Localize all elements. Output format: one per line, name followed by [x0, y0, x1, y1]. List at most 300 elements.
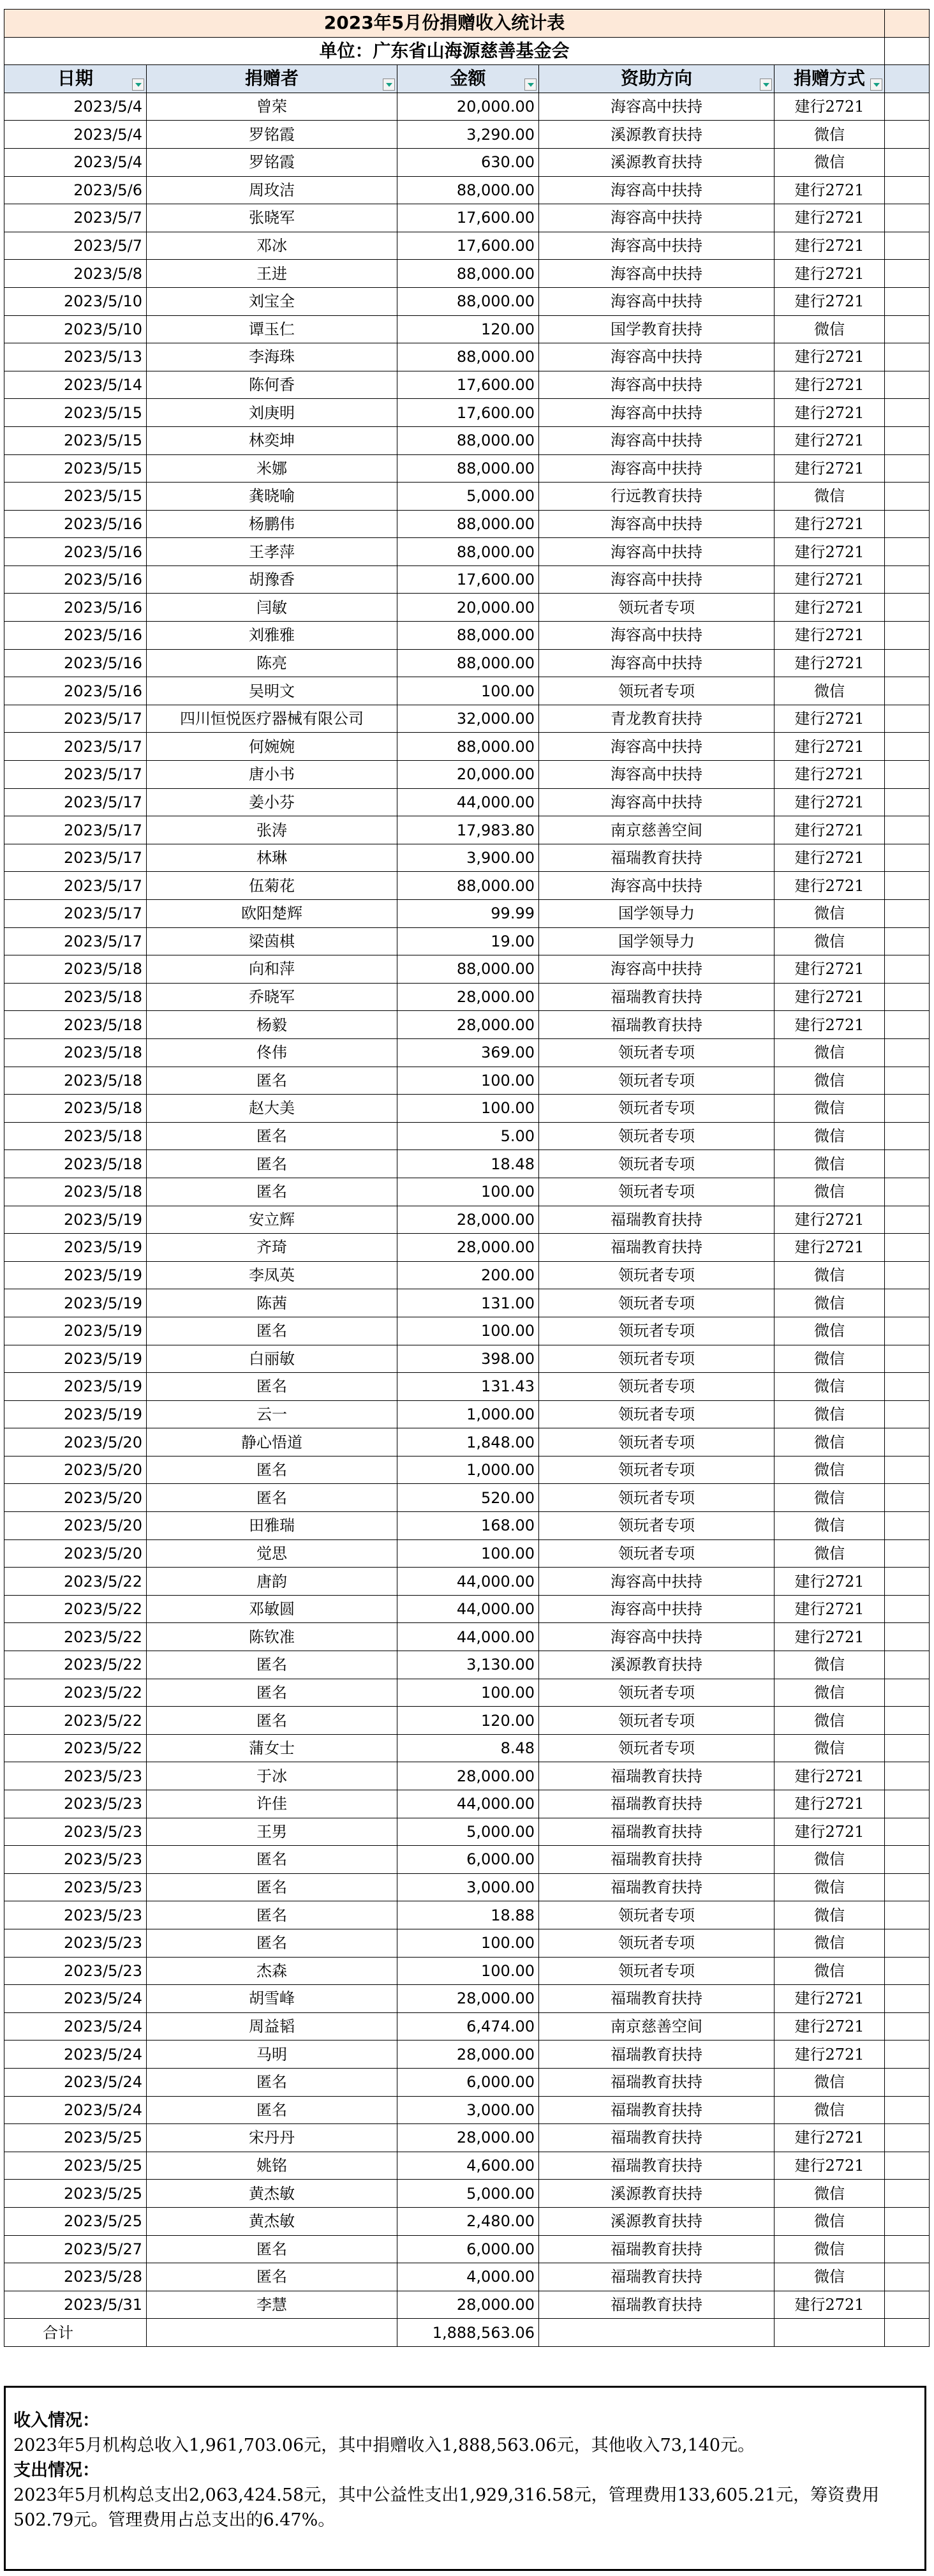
cell-amount[interactable]: 88,000.00 — [397, 872, 539, 900]
cell-direction[interactable]: 海容高中扶持 — [539, 287, 775, 315]
cell-date[interactable]: 2023/5/25 — [4, 2180, 147, 2208]
cell-date[interactable]: 2023/5/18 — [4, 1067, 147, 1095]
cell-method[interactable]: 微信 — [775, 1345, 885, 1373]
cell-method[interactable]: 建行2721 — [775, 816, 885, 844]
cell-method[interactable]: 建行2721 — [775, 622, 885, 650]
cell-donor[interactable]: 刘宝全 — [147, 287, 397, 315]
cell-method[interactable]: 微信 — [775, 677, 885, 705]
cell-direction[interactable]: 领玩者专项 — [539, 1289, 775, 1317]
cell-amount[interactable]: 6,000.00 — [397, 2068, 539, 2096]
cell-amount[interactable]: 100.00 — [397, 1178, 539, 1206]
cell-direction[interactable]: 领玩者专项 — [539, 1400, 775, 1428]
cell-donor[interactable]: 佟伟 — [147, 1038, 397, 1067]
cell-direction[interactable]: 福瑞教育扶持 — [539, 1234, 775, 1262]
cell-amount[interactable]: 398.00 — [397, 1345, 539, 1373]
cell-amount[interactable]: 120.00 — [397, 1707, 539, 1735]
cell-donor[interactable]: 罗铭霞 — [147, 148, 397, 176]
cell-amount[interactable]: 4,600.00 — [397, 2152, 539, 2180]
cell-amount[interactable]: 20,000.00 — [397, 761, 539, 789]
cell-donor[interactable]: 邓冰 — [147, 232, 397, 260]
cell-amount[interactable]: 20,000.00 — [397, 594, 539, 622]
cell-direction[interactable]: 溪源教育扶持 — [539, 2180, 775, 2208]
cell-amount[interactable]: 3,130.00 — [397, 1651, 539, 1679]
cell-date[interactable]: 2023/5/19 — [4, 1345, 147, 1373]
cell-donor[interactable]: 匿名 — [147, 1929, 397, 1957]
cell-direction[interactable]: 青龙教育扶持 — [539, 705, 775, 733]
cell-method[interactable]: 建行2721 — [775, 565, 885, 594]
cell-method[interactable]: 微信 — [775, 2096, 885, 2124]
cell-direction[interactable]: 领玩者专项 — [539, 1428, 775, 1456]
cell-amount[interactable]: 17,600.00 — [397, 232, 539, 260]
cell-method[interactable]: 微信 — [775, 315, 885, 343]
cell-method[interactable]: 建行2721 — [775, 343, 885, 371]
cell-donor[interactable]: 赵大美 — [147, 1095, 397, 1123]
cell-date[interactable]: 2023/5/23 — [4, 1873, 147, 1901]
cell-amount[interactable]: 28,000.00 — [397, 983, 539, 1011]
cell-direction[interactable]: 海容高中扶持 — [539, 176, 775, 204]
cell-donor[interactable]: 匿名 — [147, 2068, 397, 2096]
cell-date[interactable]: 2023/5/16 — [4, 510, 147, 538]
cell-method[interactable]: 微信 — [775, 1957, 885, 1985]
cell-amount[interactable]: 88,000.00 — [397, 260, 539, 288]
cell-date[interactable]: 2023/5/16 — [4, 622, 147, 650]
cell-donor[interactable]: 安立辉 — [147, 1206, 397, 1234]
cell-amount[interactable]: 28,000.00 — [397, 2124, 539, 2152]
cell-donor[interactable]: 龚晓喻 — [147, 483, 397, 511]
cell-method[interactable]: 建行2721 — [775, 538, 885, 566]
cell-direction[interactable]: 海容高中扶持 — [539, 454, 775, 483]
cell-donor[interactable]: 匿名 — [147, 1067, 397, 1095]
cell-date[interactable]: 2023/5/13 — [4, 343, 147, 371]
cell-donor[interactable]: 于冰 — [147, 1762, 397, 1790]
cell-method[interactable]: 建行2721 — [775, 1234, 885, 1262]
cell-date[interactable]: 2023/5/17 — [4, 761, 147, 789]
cell-method[interactable]: 微信 — [775, 1901, 885, 1929]
cell-donor[interactable]: 宋丹丹 — [147, 2124, 397, 2152]
cell-amount[interactable]: 520.00 — [397, 1484, 539, 1512]
cell-direction[interactable]: 领玩者专项 — [539, 1456, 775, 1484]
cell-method[interactable]: 建行2721 — [775, 371, 885, 399]
cell-direction[interactable]: 海容高中扶持 — [539, 649, 775, 677]
cell-amount[interactable]: 100.00 — [397, 1067, 539, 1095]
cell-direction[interactable]: 领玩者专项 — [539, 1150, 775, 1178]
cell-amount[interactable]: 8.48 — [397, 1734, 539, 1762]
cell-donor[interactable]: 白丽敏 — [147, 1345, 397, 1373]
cell-donor[interactable]: 陈钦准 — [147, 1623, 397, 1651]
cell-donor[interactable]: 匿名 — [147, 1846, 397, 1874]
cell-date[interactable]: 2023/5/23 — [4, 1901, 147, 1929]
cell-amount[interactable]: 369.00 — [397, 1038, 539, 1067]
cell-method[interactable]: 微信 — [775, 1289, 885, 1317]
cell-amount[interactable]: 1,000.00 — [397, 1456, 539, 1484]
cell-direction[interactable]: 福瑞教育扶持 — [539, 1790, 775, 1818]
cell-date[interactable]: 2023/5/17 — [4, 900, 147, 928]
cell-donor[interactable]: 唐小书 — [147, 761, 397, 789]
cell-date[interactable]: 2023/5/22 — [4, 1595, 147, 1623]
cell-amount[interactable]: 131.43 — [397, 1373, 539, 1401]
cell-direction[interactable]: 海容高中扶持 — [539, 955, 775, 984]
cell-method[interactable]: 微信 — [775, 1317, 885, 1345]
cell-method[interactable]: 微信 — [775, 1373, 885, 1401]
filter-dropdown-icon[interactable] — [132, 79, 144, 91]
cell-date[interactable]: 2023/5/23 — [4, 1929, 147, 1957]
cell-method[interactable]: 建行2721 — [775, 788, 885, 816]
cell-direction[interactable]: 领玩者专项 — [539, 677, 775, 705]
cell-direction[interactable]: 海容高中扶持 — [539, 1623, 775, 1651]
cell-donor[interactable]: 田雅瑞 — [147, 1512, 397, 1540]
cell-direction[interactable]: 海容高中扶持 — [539, 872, 775, 900]
cell-direction[interactable]: 海容高中扶持 — [539, 93, 775, 121]
cell-method[interactable]: 建行2721 — [775, 1818, 885, 1846]
cell-direction[interactable]: 海容高中扶持 — [539, 1595, 775, 1623]
cell-date[interactable]: 2023/5/22 — [4, 1623, 147, 1651]
cell-direction[interactable]: 南京慈善空间 — [539, 816, 775, 844]
cell-method[interactable]: 建行2721 — [775, 426, 885, 454]
cell-date[interactable]: 2023/5/25 — [4, 2207, 147, 2235]
cell-direction[interactable]: 福瑞教育扶持 — [539, 1985, 775, 2013]
cell-method[interactable]: 微信 — [775, 1067, 885, 1095]
cell-donor[interactable]: 匿名 — [147, 1456, 397, 1484]
cell-direction[interactable]: 领玩者专项 — [539, 1539, 775, 1568]
cell-direction[interactable]: 海容高中扶持 — [539, 538, 775, 566]
cell-amount[interactable]: 100.00 — [397, 1957, 539, 1985]
cell-amount[interactable]: 88,000.00 — [397, 287, 539, 315]
cell-direction[interactable]: 福瑞教育扶持 — [539, 1846, 775, 1874]
cell-amount[interactable]: 6,000.00 — [397, 1846, 539, 1874]
cell-direction[interactable]: 福瑞教育扶持 — [539, 1011, 775, 1039]
cell-donor[interactable]: 匿名 — [147, 1873, 397, 1901]
cell-amount[interactable]: 5,000.00 — [397, 1818, 539, 1846]
cell-direction[interactable]: 领玩者专项 — [539, 1957, 775, 1985]
cell-donor[interactable]: 匿名 — [147, 1679, 397, 1707]
cell-amount[interactable]: 88,000.00 — [397, 510, 539, 538]
cell-direction[interactable]: 海容高中扶持 — [539, 343, 775, 371]
cell-date[interactable]: 2023/5/22 — [4, 1734, 147, 1762]
cell-method[interactable]: 微信 — [775, 1261, 885, 1289]
cell-date[interactable]: 2023/5/31 — [4, 2291, 147, 2319]
cell-direction[interactable]: 福瑞教育扶持 — [539, 2124, 775, 2152]
cell-direction[interactable]: 海容高中扶持 — [539, 565, 775, 594]
cell-method[interactable]: 建行2721 — [775, 232, 885, 260]
cell-donor[interactable]: 欧阳楚辉 — [147, 900, 397, 928]
cell-amount[interactable]: 28,000.00 — [397, 1011, 539, 1039]
cell-direction[interactable]: 福瑞教育扶持 — [539, 2263, 775, 2291]
cell-donor[interactable]: 邓敏圆 — [147, 1595, 397, 1623]
cell-donor[interactable]: 谭玉仁 — [147, 315, 397, 343]
cell-donor[interactable]: 王男 — [147, 1818, 397, 1846]
cell-amount[interactable]: 88,000.00 — [397, 343, 539, 371]
cell-amount[interactable]: 88,000.00 — [397, 426, 539, 454]
cell-donor[interactable]: 杰森 — [147, 1957, 397, 1985]
cell-amount[interactable]: 18.88 — [397, 1901, 539, 1929]
cell-date[interactable]: 2023/5/18 — [4, 1178, 147, 1206]
cell-direction[interactable]: 南京慈善空间 — [539, 2012, 775, 2041]
cell-direction[interactable]: 领玩者专项 — [539, 1178, 775, 1206]
cell-date[interactable]: 2023/5/18 — [4, 1038, 147, 1067]
cell-direction[interactable]: 海容高中扶持 — [539, 260, 775, 288]
cell-date[interactable]: 2023/5/18 — [4, 983, 147, 1011]
cell-amount[interactable]: 19.00 — [397, 927, 539, 955]
cell-direction[interactable]: 领玩者专项 — [539, 1345, 775, 1373]
cell-method[interactable]: 微信 — [775, 1846, 885, 1874]
cell-direction[interactable]: 福瑞教育扶持 — [539, 1818, 775, 1846]
cell-date[interactable]: 2023/5/19 — [4, 1234, 147, 1262]
cell-date[interactable]: 2023/5/16 — [4, 677, 147, 705]
cell-date[interactable]: 2023/5/17 — [4, 872, 147, 900]
cell-date[interactable]: 2023/5/19 — [4, 1289, 147, 1317]
cell-method[interactable]: 建行2721 — [775, 510, 885, 538]
cell-amount[interactable]: 88,000.00 — [397, 622, 539, 650]
cell-direction[interactable]: 领玩者专项 — [539, 1484, 775, 1512]
cell-donor[interactable]: 陈茜 — [147, 1289, 397, 1317]
cell-date[interactable]: 2023/5/25 — [4, 2124, 147, 2152]
cell-amount[interactable]: 17,600.00 — [397, 204, 539, 232]
cell-date[interactable]: 2023/5/19 — [4, 1261, 147, 1289]
cell-date[interactable]: 2023/5/18 — [4, 955, 147, 984]
cell-amount[interactable]: 88,000.00 — [397, 733, 539, 761]
cell-amount[interactable]: 5,000.00 — [397, 2180, 539, 2208]
cell-method[interactable]: 建行2721 — [775, 2041, 885, 2069]
cell-direction[interactable]: 溪源教育扶持 — [539, 2207, 775, 2235]
cell-date[interactable]: 2023/5/19 — [4, 1400, 147, 1428]
cell-date[interactable]: 2023/5/14 — [4, 371, 147, 399]
cell-date[interactable]: 2023/5/20 — [4, 1484, 147, 1512]
cell-method[interactable]: 微信 — [775, 1873, 885, 1901]
cell-method[interactable]: 微信 — [775, 1734, 885, 1762]
cell-donor[interactable]: 曾荣 — [147, 93, 397, 121]
cell-donor[interactable]: 觉思 — [147, 1539, 397, 1568]
cell-method[interactable]: 建行2721 — [775, 399, 885, 427]
cell-donor[interactable]: 胡雪峰 — [147, 1985, 397, 2013]
cell-direction[interactable]: 国学领导力 — [539, 927, 775, 955]
cell-direction[interactable]: 国学教育扶持 — [539, 315, 775, 343]
cell-date[interactable]: 2023/5/20 — [4, 1456, 147, 1484]
cell-donor[interactable]: 匿名 — [147, 1901, 397, 1929]
cell-donor[interactable]: 匿名 — [147, 1178, 397, 1206]
cell-donor[interactable]: 吴明文 — [147, 677, 397, 705]
cell-donor[interactable]: 静心悟道 — [147, 1428, 397, 1456]
cell-amount[interactable]: 100.00 — [397, 1539, 539, 1568]
cell-amount[interactable]: 5,000.00 — [397, 483, 539, 511]
cell-donor[interactable]: 姚铭 — [147, 2152, 397, 2180]
cell-date[interactable]: 2023/5/24 — [4, 2012, 147, 2041]
cell-method[interactable]: 微信 — [775, 1150, 885, 1178]
cell-method[interactable]: 建行2721 — [775, 454, 885, 483]
cell-date[interactable]: 2023/5/24 — [4, 2068, 147, 2096]
cell-date[interactable]: 2023/5/20 — [4, 1428, 147, 1456]
cell-date[interactable]: 2023/5/19 — [4, 1317, 147, 1345]
cell-direction[interactable]: 领玩者专项 — [539, 1901, 775, 1929]
cell-donor[interactable]: 许佳 — [147, 1790, 397, 1818]
cell-direction[interactable]: 海容高中扶持 — [539, 426, 775, 454]
cell-date[interactable]: 2023/5/23 — [4, 1790, 147, 1818]
cell-amount[interactable]: 88,000.00 — [397, 955, 539, 984]
cell-direction[interactable]: 领玩者专项 — [539, 1512, 775, 1540]
cell-amount[interactable]: 17,600.00 — [397, 371, 539, 399]
cell-donor[interactable]: 周益韬 — [147, 2012, 397, 2041]
cell-method[interactable]: 微信 — [775, 1512, 885, 1540]
cell-donor[interactable]: 林琳 — [147, 844, 397, 872]
cell-amount[interactable]: 44,000.00 — [397, 1595, 539, 1623]
cell-amount[interactable]: 5.00 — [397, 1122, 539, 1150]
cell-method[interactable]: 建行2721 — [775, 1206, 885, 1234]
cell-amount[interactable]: 28,000.00 — [397, 1206, 539, 1234]
cell-date[interactable]: 2023/5/22 — [4, 1707, 147, 1735]
cell-method[interactable]: 建行2721 — [775, 204, 885, 232]
cell-donor[interactable]: 匿名 — [147, 1651, 397, 1679]
cell-direction[interactable]: 领玩者专项 — [539, 1038, 775, 1067]
cell-direction[interactable]: 海容高中扶持 — [539, 622, 775, 650]
cell-amount[interactable]: 3,000.00 — [397, 1873, 539, 1901]
cell-date[interactable]: 2023/5/22 — [4, 1651, 147, 1679]
cell-date[interactable]: 2023/5/15 — [4, 454, 147, 483]
cell-method[interactable]: 建行2721 — [775, 2124, 885, 2152]
cell-date[interactable]: 2023/5/7 — [4, 204, 147, 232]
cell-amount[interactable]: 100.00 — [397, 1317, 539, 1345]
cell-method[interactable]: 微信 — [775, 2180, 885, 2208]
cell-direction[interactable]: 领玩者专项 — [539, 1679, 775, 1707]
cell-amount[interactable]: 17,600.00 — [397, 565, 539, 594]
cell-amount[interactable]: 3,900.00 — [397, 844, 539, 872]
cell-amount[interactable]: 2,480.00 — [397, 2207, 539, 2235]
cell-method[interactable]: 建行2721 — [775, 2152, 885, 2180]
cell-amount[interactable]: 28,000.00 — [397, 1762, 539, 1790]
cell-direction[interactable]: 海容高中扶持 — [539, 371, 775, 399]
cell-donor[interactable]: 齐琦 — [147, 1234, 397, 1262]
cell-method[interactable]: 建行2721 — [775, 983, 885, 1011]
cell-donor[interactable]: 黄杰敏 — [147, 2180, 397, 2208]
cell-amount[interactable]: 44,000.00 — [397, 788, 539, 816]
cell-method[interactable]: 建行2721 — [775, 1790, 885, 1818]
cell-amount[interactable]: 99.99 — [397, 900, 539, 928]
cell-direction[interactable]: 海容高中扶持 — [539, 399, 775, 427]
cell-date[interactable]: 2023/5/24 — [4, 2041, 147, 2069]
cell-method[interactable]: 微信 — [775, 1428, 885, 1456]
cell-direction[interactable]: 福瑞教育扶持 — [539, 983, 775, 1011]
cell-amount[interactable]: 88,000.00 — [397, 176, 539, 204]
cell-direction[interactable]: 福瑞教育扶持 — [539, 1206, 775, 1234]
cell-amount[interactable]: 20,000.00 — [397, 93, 539, 121]
cell-date[interactable]: 2023/5/4 — [4, 93, 147, 121]
cell-method[interactable]: 微信 — [775, 1038, 885, 1067]
cell-donor[interactable]: 李凤英 — [147, 1261, 397, 1289]
total-amount[interactable]: 1,888,563.06 — [397, 2319, 539, 2347]
cell-donor[interactable]: 张晓军 — [147, 204, 397, 232]
cell-method[interactable]: 建行2721 — [775, 733, 885, 761]
cell-amount[interactable]: 100.00 — [397, 1095, 539, 1123]
cell-amount[interactable]: 28,000.00 — [397, 1985, 539, 2013]
cell-method[interactable]: 建行2721 — [775, 2012, 885, 2041]
cell-date[interactable]: 2023/5/20 — [4, 1512, 147, 1540]
cell-method[interactable]: 建行2721 — [775, 1623, 885, 1651]
cell-direction[interactable]: 领玩者专项 — [539, 1067, 775, 1095]
cell-date[interactable]: 2023/5/28 — [4, 2263, 147, 2291]
cell-amount[interactable]: 17,983.80 — [397, 816, 539, 844]
cell-method[interactable]: 微信 — [775, 121, 885, 149]
cell-method[interactable]: 建行2721 — [775, 260, 885, 288]
cell-donor[interactable]: 陈何香 — [147, 371, 397, 399]
cell-donor[interactable]: 刘雅雅 — [147, 622, 397, 650]
cell-date[interactable]: 2023/5/27 — [4, 2235, 147, 2263]
cell-method[interactable]: 微信 — [775, 2235, 885, 2263]
cell-amount[interactable]: 1,000.00 — [397, 1400, 539, 1428]
cell-direction[interactable]: 国学领导力 — [539, 900, 775, 928]
cell-direction[interactable]: 溪源教育扶持 — [539, 121, 775, 149]
cell-method[interactable]: 微信 — [775, 148, 885, 176]
cell-amount[interactable]: 44,000.00 — [397, 1790, 539, 1818]
cell-date[interactable]: 2023/5/6 — [4, 176, 147, 204]
cell-direction[interactable]: 领玩者专项 — [539, 1373, 775, 1401]
cell-method[interactable]: 建行2721 — [775, 649, 885, 677]
cell-amount[interactable]: 4,000.00 — [397, 2263, 539, 2291]
cell-direction[interactable]: 行远教育扶持 — [539, 483, 775, 511]
cell-direction[interactable]: 海容高中扶持 — [539, 204, 775, 232]
filter-dropdown-icon[interactable] — [383, 79, 395, 91]
cell-date[interactable]: 2023/5/24 — [4, 1985, 147, 2013]
cell-donor[interactable]: 杨毅 — [147, 1011, 397, 1039]
cell-direction[interactable]: 海容高中扶持 — [539, 733, 775, 761]
cell-date[interactable]: 2023/5/4 — [4, 121, 147, 149]
cell-date[interactable]: 2023/5/18 — [4, 1011, 147, 1039]
cell-donor[interactable]: 唐韵 — [147, 1568, 397, 1596]
cell-direction[interactable]: 领玩者专项 — [539, 1122, 775, 1150]
cell-direction[interactable]: 海容高中扶持 — [539, 232, 775, 260]
cell-method[interactable]: 微信 — [775, 483, 885, 511]
cell-amount[interactable]: 100.00 — [397, 1929, 539, 1957]
cell-direction[interactable]: 海容高中扶持 — [539, 1568, 775, 1596]
cell-amount[interactable]: 630.00 — [397, 148, 539, 176]
cell-method[interactable]: 微信 — [775, 1456, 885, 1484]
cell-date[interactable]: 2023/5/16 — [4, 538, 147, 566]
cell-method[interactable]: 建行2721 — [775, 2291, 885, 2319]
cell-method[interactable]: 建行2721 — [775, 1595, 885, 1623]
cell-date[interactable]: 2023/5/7 — [4, 232, 147, 260]
cell-amount[interactable]: 28,000.00 — [397, 1234, 539, 1262]
cell-date[interactable]: 2023/5/15 — [4, 483, 147, 511]
cell-amount[interactable]: 3,290.00 — [397, 121, 539, 149]
cell-donor[interactable]: 匿名 — [147, 1484, 397, 1512]
cell-direction[interactable]: 福瑞教育扶持 — [539, 2291, 775, 2319]
cell-donor[interactable]: 杨鹏伟 — [147, 510, 397, 538]
cell-amount[interactable]: 3,000.00 — [397, 2096, 539, 2124]
cell-amount[interactable]: 131.00 — [397, 1289, 539, 1317]
cell-date[interactable]: 2023/5/20 — [4, 1539, 147, 1568]
cell-date[interactable]: 2023/5/18 — [4, 1095, 147, 1123]
cell-direction[interactable]: 福瑞教育扶持 — [539, 2152, 775, 2180]
cell-date[interactable]: 2023/5/19 — [4, 1206, 147, 1234]
cell-date[interactable]: 2023/5/23 — [4, 1846, 147, 1874]
cell-amount[interactable]: 200.00 — [397, 1261, 539, 1289]
cell-method[interactable]: 微信 — [775, 1679, 885, 1707]
cell-date[interactable]: 2023/5/24 — [4, 2096, 147, 2124]
cell-donor[interactable]: 乔晓军 — [147, 983, 397, 1011]
cell-amount[interactable]: 44,000.00 — [397, 1568, 539, 1596]
cell-method[interactable]: 微信 — [775, 1707, 885, 1735]
total-label[interactable]: 合计 — [4, 2319, 147, 2347]
cell-date[interactable]: 2023/5/17 — [4, 844, 147, 872]
cell-direction[interactable]: 福瑞教育扶持 — [539, 844, 775, 872]
cell-amount[interactable]: 28,000.00 — [397, 2291, 539, 2319]
cell-donor[interactable]: 匿名 — [147, 1150, 397, 1178]
cell-date[interactable]: 2023/5/16 — [4, 565, 147, 594]
cell-direction[interactable]: 领玩者专项 — [539, 1929, 775, 1957]
cell-date[interactable]: 2023/5/16 — [4, 649, 147, 677]
cell-method[interactable]: 微信 — [775, 927, 885, 955]
cell-amount[interactable]: 88,000.00 — [397, 538, 539, 566]
cell-amount[interactable]: 17,600.00 — [397, 399, 539, 427]
cell-direction[interactable]: 溪源教育扶持 — [539, 1651, 775, 1679]
cell-method[interactable]: 微信 — [775, 900, 885, 928]
